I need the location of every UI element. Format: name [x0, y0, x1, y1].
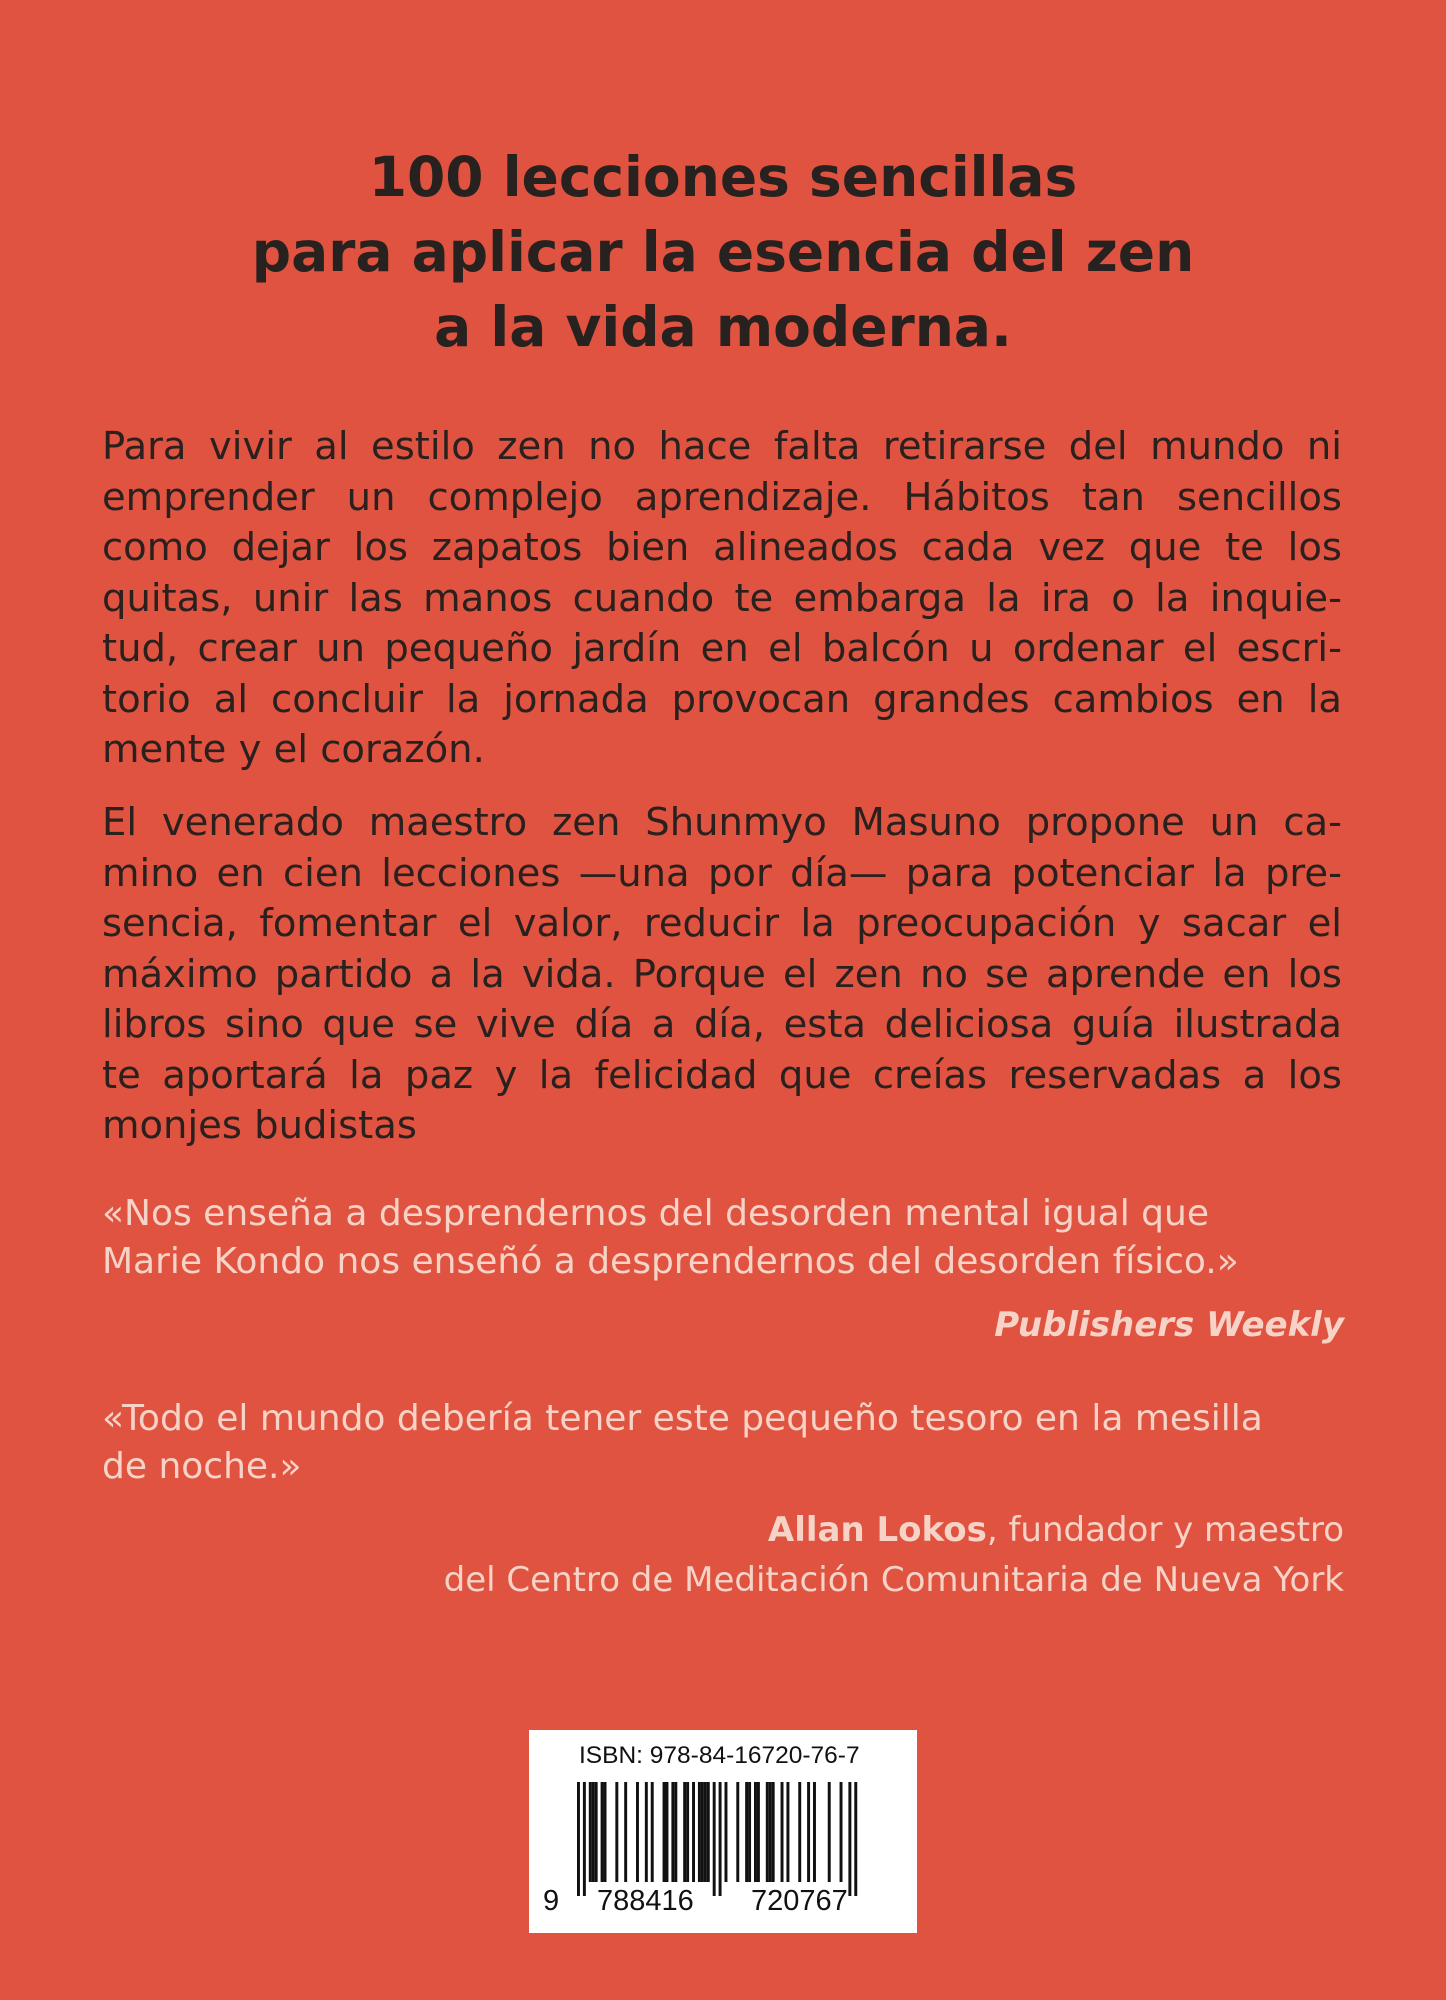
description-paragraph-1	[102, 422, 1342, 776]
barcode-bar	[786, 1782, 789, 1882]
text-line: mino en cien lecciones —una por día— para potenciar la pre-	[102, 850, 1342, 896]
quote-line: de noche.»	[102, 1446, 302, 1487]
text-line: torio al concluir la jornada provocan grandes cambios en la	[102, 676, 1342, 722]
barcode-bar	[772, 1782, 775, 1882]
headline	[100, 140, 1346, 365]
barcode-bar	[595, 1782, 598, 1882]
barcode-bar	[848, 1782, 851, 1896]
review-quote-1	[102, 1190, 1342, 1286]
isbn-label: ISBN: 978-84-16720-76-7	[579, 1742, 860, 1769]
barcode-bar	[645, 1782, 648, 1882]
isbn-barcode	[529, 1730, 917, 1933]
text-line: te aportará la paz y la felicidad que creías reservadas a los	[102, 1052, 1342, 1098]
text-line: Para vivir al estilo zen no hace falta retirarse del mundo ni	[102, 424, 1342, 469]
source-line: del Centro de Meditación Comunitaria de Nueva York	[443, 1560, 1344, 1600]
text-line: emprender un complejo aprendizaje. Hábitos tan sencillos	[102, 474, 1342, 520]
barcode-left-digits: 788416	[597, 1885, 694, 1917]
text-line: El venerado maestro zen Shunmyo Masuno propone un ca-	[102, 800, 1342, 845]
source-line	[444, 1505, 1344, 1555]
barcode-bar	[698, 1782, 701, 1882]
quote-2-source	[444, 1505, 1344, 1605]
barcode-bar	[725, 1782, 728, 1882]
barcode-bar	[583, 1782, 586, 1896]
barcode-bar	[757, 1782, 760, 1882]
barcode-bars	[529, 1730, 917, 1933]
text-line: quitas, unir las manos cuando te embarga la ira o la inquie-	[102, 575, 1342, 621]
review-quote-2	[102, 1395, 1342, 1491]
barcode-bar	[840, 1782, 843, 1882]
barcode-bar	[592, 1782, 595, 1882]
text-line: libros sino que se vive día a día, esta deliciosa guía ilustrada	[102, 1002, 1342, 1047]
barcode-bar	[736, 1782, 739, 1882]
barcode-bar	[707, 1782, 710, 1882]
barcode-bar	[769, 1782, 772, 1882]
headline-line: 100 lecciones sencillas	[368, 145, 1078, 209]
barcode-bar	[674, 1782, 677, 1882]
barcode-bar	[615, 1782, 618, 1882]
barcode-bar	[577, 1782, 580, 1896]
text-line: monjes budistas	[102, 1103, 417, 1148]
barcode-bar	[704, 1782, 707, 1882]
barcode-bar	[813, 1782, 816, 1882]
barcode-bar	[651, 1782, 654, 1882]
barcode-bar	[604, 1782, 607, 1882]
barcode-bar	[745, 1782, 748, 1882]
barcode-bar	[719, 1782, 722, 1896]
barcode-bar	[807, 1782, 810, 1882]
barcode-bar	[663, 1782, 666, 1882]
quote-line: «Todo el mundo debería tener este pequeño tesoro en la mesilla	[102, 1398, 1263, 1439]
barcode-bar	[601, 1782, 604, 1882]
barcode-bar	[781, 1782, 784, 1882]
text-line: sencia, fomentar el valor, reducir la preocupación y sacar el	[102, 901, 1342, 946]
text-line: máximo partido a la vida. Porque el zen no se aprende en los	[102, 951, 1342, 997]
barcode-bar	[828, 1782, 831, 1882]
barcode-bar	[798, 1782, 801, 1882]
barcode-bar	[713, 1782, 716, 1896]
barcode-bar	[692, 1782, 695, 1882]
barcode-bar	[701, 1782, 704, 1882]
barcode-bar	[666, 1782, 669, 1882]
quote-1-source: Publishers Weekly	[994, 1305, 1344, 1345]
barcode-bar	[686, 1782, 689, 1882]
barcode-bar	[748, 1782, 751, 1882]
description-paragraph-2	[102, 798, 1342, 1152]
source-name: Allan Lokos	[767, 1510, 987, 1550]
barcode-right-digits: 720767	[751, 1885, 848, 1917]
quote-line: «Nos enseña a desprendernos del desorden mental igual que	[102, 1193, 1209, 1234]
text-line: como dejar los zapatos bien alineados cada vez que te los	[102, 525, 1342, 570]
barcode-first-digit: 9	[543, 1885, 560, 1917]
quote-line: Marie Kondo nos enseñó a desprendernos del desorden físico.»	[102, 1241, 1239, 1282]
source-role: , fundador y maestro	[986, 1510, 1344, 1550]
barcode-bar	[766, 1782, 769, 1882]
barcode-bar	[683, 1782, 686, 1882]
barcode-bar	[589, 1782, 592, 1882]
barcode-bar	[636, 1782, 639, 1882]
headline-line: para aplicar la esencia del zen	[251, 220, 1195, 284]
headline-line: a la vida moderna.	[434, 295, 1012, 359]
barcode-bar	[624, 1782, 627, 1882]
barcode-bar	[754, 1782, 757, 1882]
barcode-bar	[854, 1782, 857, 1896]
text-line: mente y el corazón.	[102, 727, 485, 772]
barcode-bar	[671, 1782, 674, 1882]
text-line: tud, crear un pequeño jardín en el balcón u ordenar el escri-	[102, 626, 1342, 671]
